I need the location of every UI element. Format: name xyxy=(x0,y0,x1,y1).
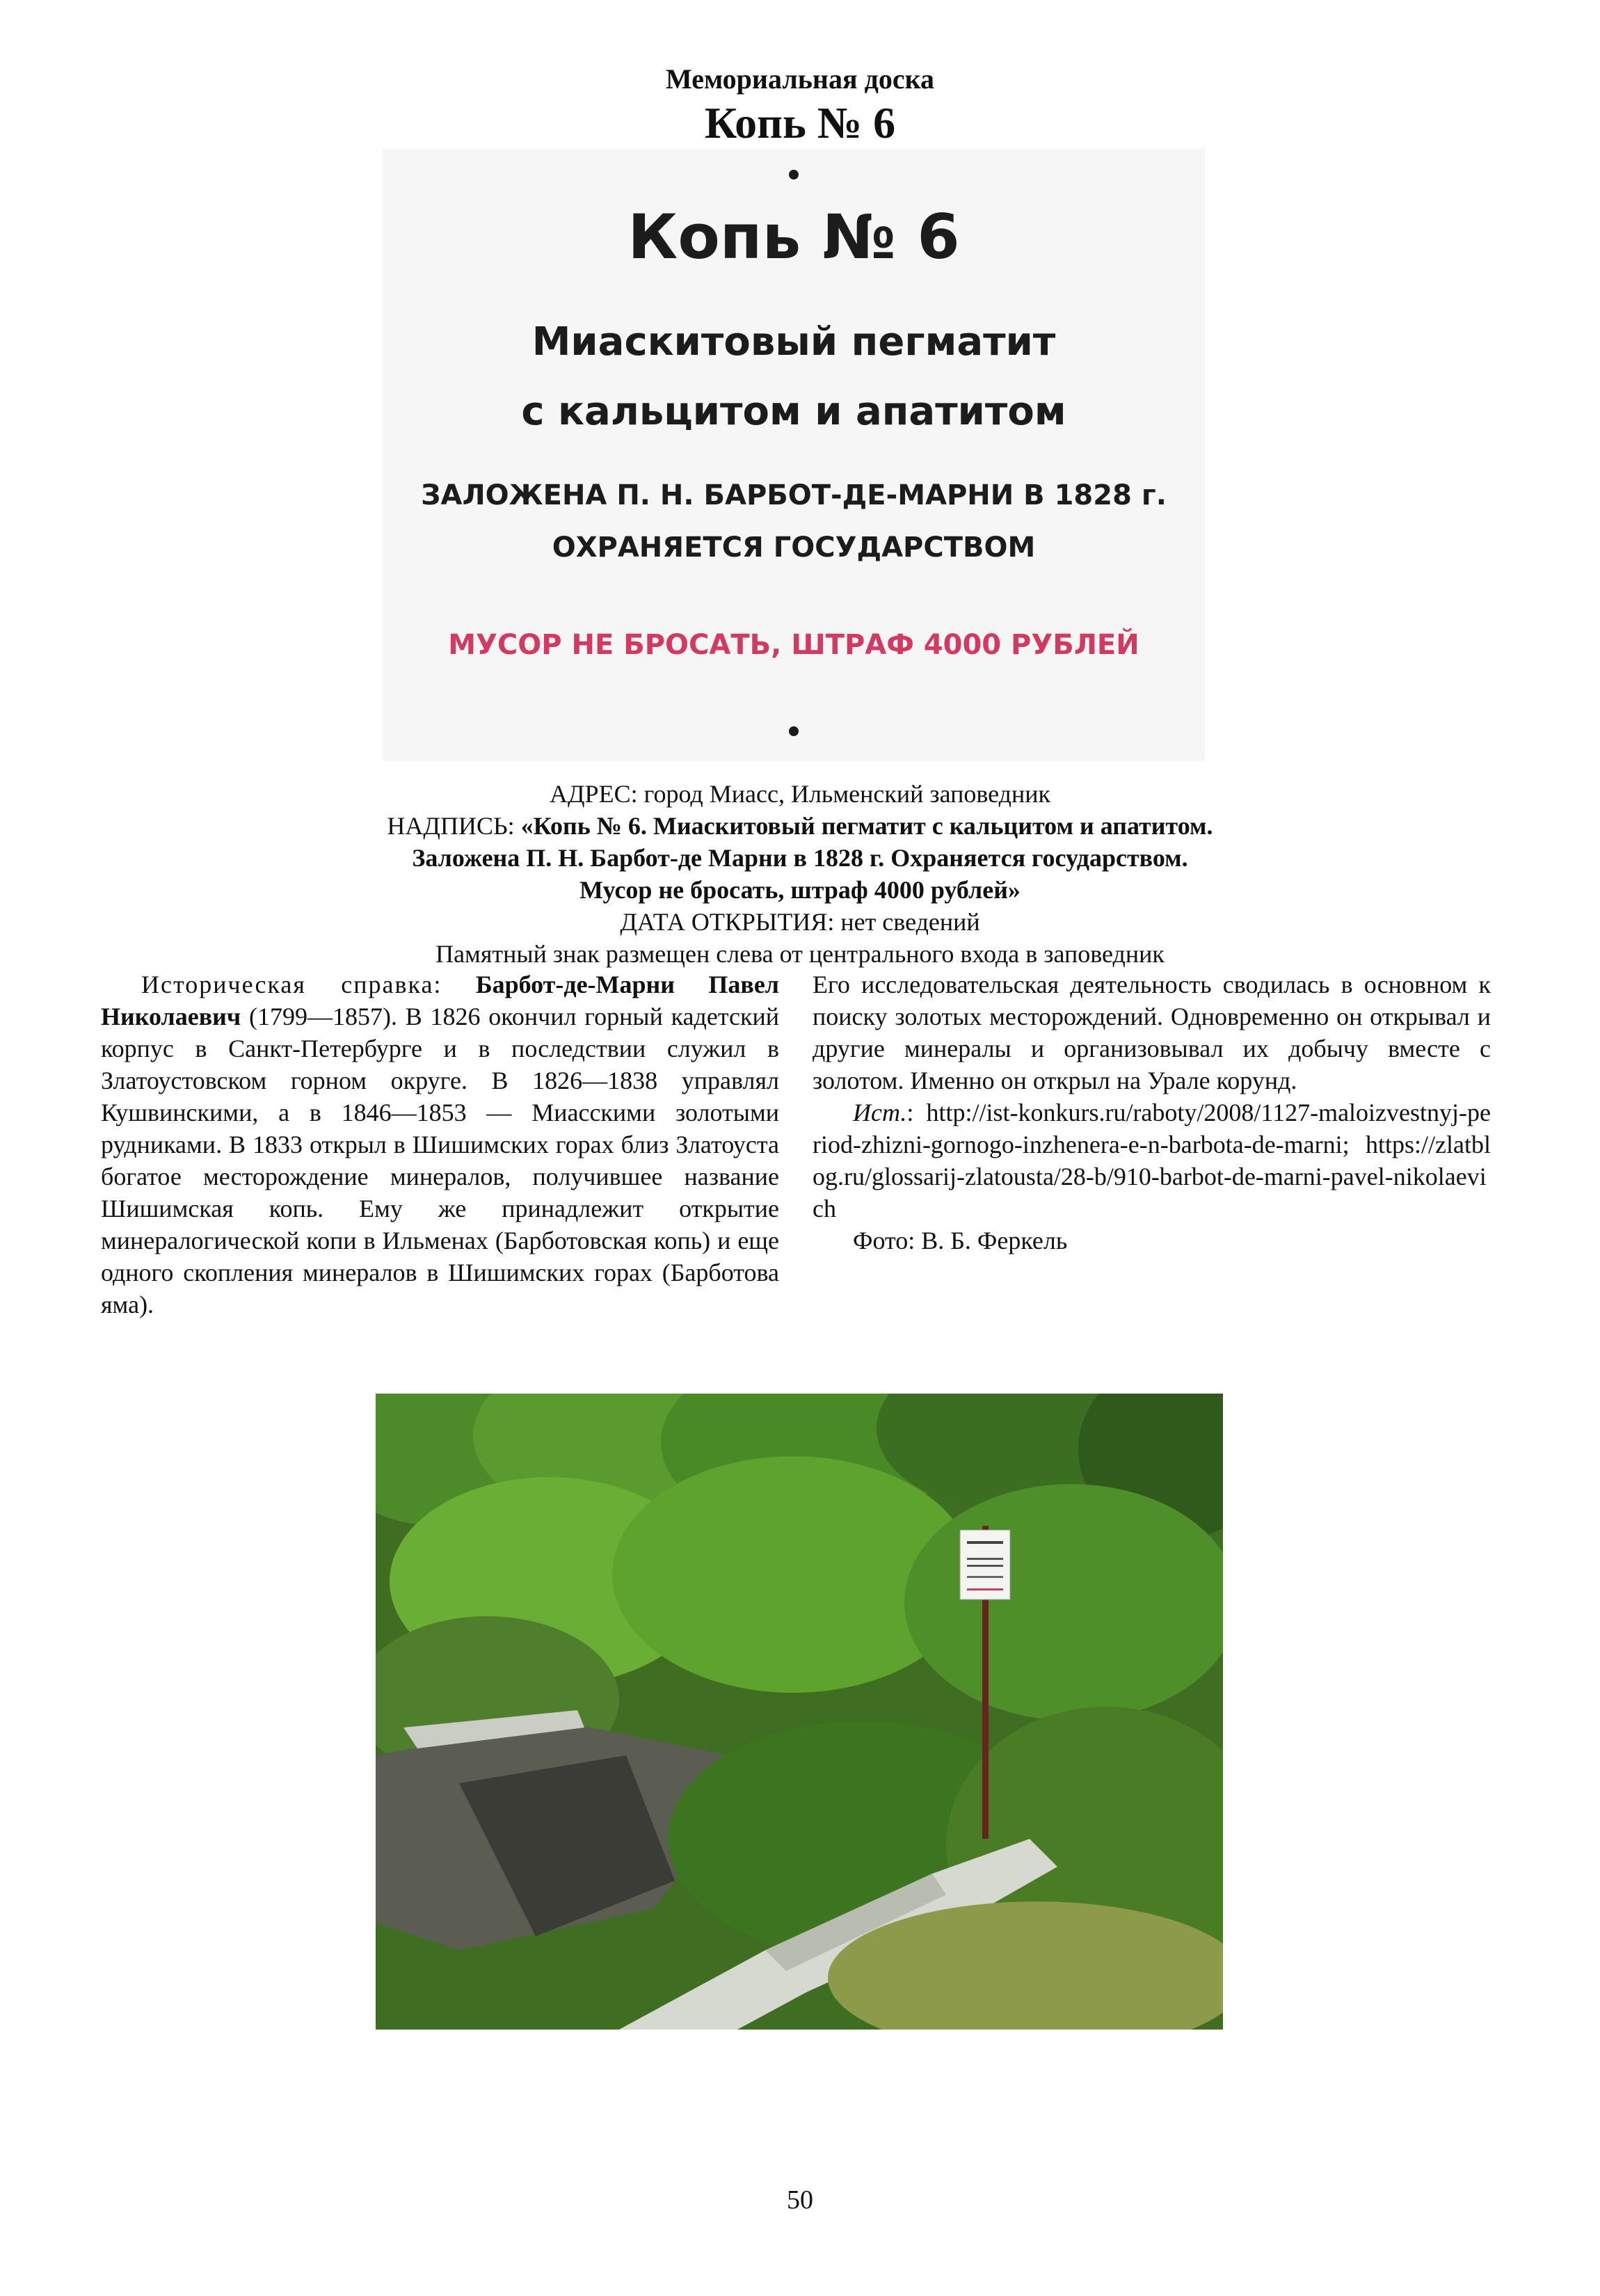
page-title: Копь № 6 xyxy=(704,98,896,148)
opening-date-line xyxy=(0,906,1600,938)
header-subtitle: Мемориальная доска xyxy=(665,63,935,95)
opening-date-value: нет сведений xyxy=(840,908,980,936)
site-photo-illustration xyxy=(376,1394,1223,2030)
photo-credit: Фото: В. Б. Феркель xyxy=(853,1227,1068,1254)
inscription-text-1: «Копь № 6. Миаскитовый пегматит с кальцитом и апатитом. xyxy=(520,812,1213,840)
person-name: Барбот-де-Марни Павел Николаевич xyxy=(101,971,779,1030)
sources-text[interactable]: : http://ist-konkurs.ru/raboty/2008/1127-maloizvestnyj-period-zhizni-gornogo-inzhenera-e-n-barbota-de-marni; https://zlatblog.ru/glossarij-zlatousta/28-b/910-barbot-de-marni-pavel-nikolaevich xyxy=(813,1099,1491,1222)
sources-paragraph xyxy=(813,1097,1491,1225)
history-text: (1799—1857). В 1826 окончил горный кадетский корпус в Санкт-Петербурге и в последствии служил в Златоустовском горном округе. В 1826—1838 управлял Кушвинскими, а в 1846—1853 — Миасскими золотыми рудниками. В 1833 открыл в Шишимских горах близ Златоуста богатое месторождение минералов, получившее название Шишимская копь. Ему же принадлежит открытие минералогической копи в Ильменах (Барботовская копь) и еще одного скопления минералов в Шишимских горах (Барботова яма). xyxy=(101,1003,780,1318)
inscription-label: НАДПИСЬ: xyxy=(387,812,515,840)
plaque-top-screw xyxy=(789,170,799,180)
site-photo xyxy=(376,1394,1223,2030)
history-paragraph xyxy=(101,968,779,1321)
opening-date-label: ДАТА ОТКРЫТИЯ: xyxy=(620,908,835,936)
address-value: город Миасс, Ильменский заповедник xyxy=(643,780,1050,808)
inscription-text-3: Мусор не бросать, штраф 4000 рублей» xyxy=(579,876,1021,904)
address-label: АДРЕС: xyxy=(550,780,638,808)
history-column-right xyxy=(813,968,1491,1257)
inscription-line-1 xyxy=(0,810,1600,842)
inscription-line-3 xyxy=(0,874,1600,906)
plaque-line-1: Миаскитовый пегматит xyxy=(531,319,1056,365)
history-column-left xyxy=(101,968,779,1321)
address-line xyxy=(0,778,1600,810)
plaque-warning: МУСОР НЕ БРОСАТЬ, ШТРАФ 4000 РУБЛЕЙ xyxy=(448,629,1139,661)
history-label: Историческая справка: xyxy=(141,971,442,998)
inscription-text-2: Заложена П. Н. Барбот-де Марни в 1828 г. Охраняется государством. xyxy=(412,844,1188,872)
plaque-bottom-screw xyxy=(789,726,799,736)
page-number: 50 xyxy=(787,2185,813,2215)
sources-label: Ист. xyxy=(853,1099,907,1126)
research-paragraph: Его исследовательская деятельность сводилась в основном к поиску золотых месторождений. Одновременно он открывал и другие минералы и организовывал их добычу вместе с золотом. Именно он открыл на Урале корунд. xyxy=(813,971,1491,1094)
plaque-line-2: с кальцитом и апатитом xyxy=(521,389,1066,434)
plaque-line-3: ЗАЛОЖЕНА П. Н. БАРБОТ-ДЕ-МАРНИ В 1828 г. xyxy=(421,479,1167,511)
inscription-line-2 xyxy=(0,842,1600,874)
plaque-line-4: ОХРАНЯЕТСЯ ГОСУДАРСТВОМ xyxy=(552,532,1036,564)
location-note: Памятный знак размещен слева от центрального входа в заповедник xyxy=(435,940,1165,968)
plaque-photo xyxy=(383,149,1205,761)
plaque-title: Копь № 6 xyxy=(627,201,960,273)
